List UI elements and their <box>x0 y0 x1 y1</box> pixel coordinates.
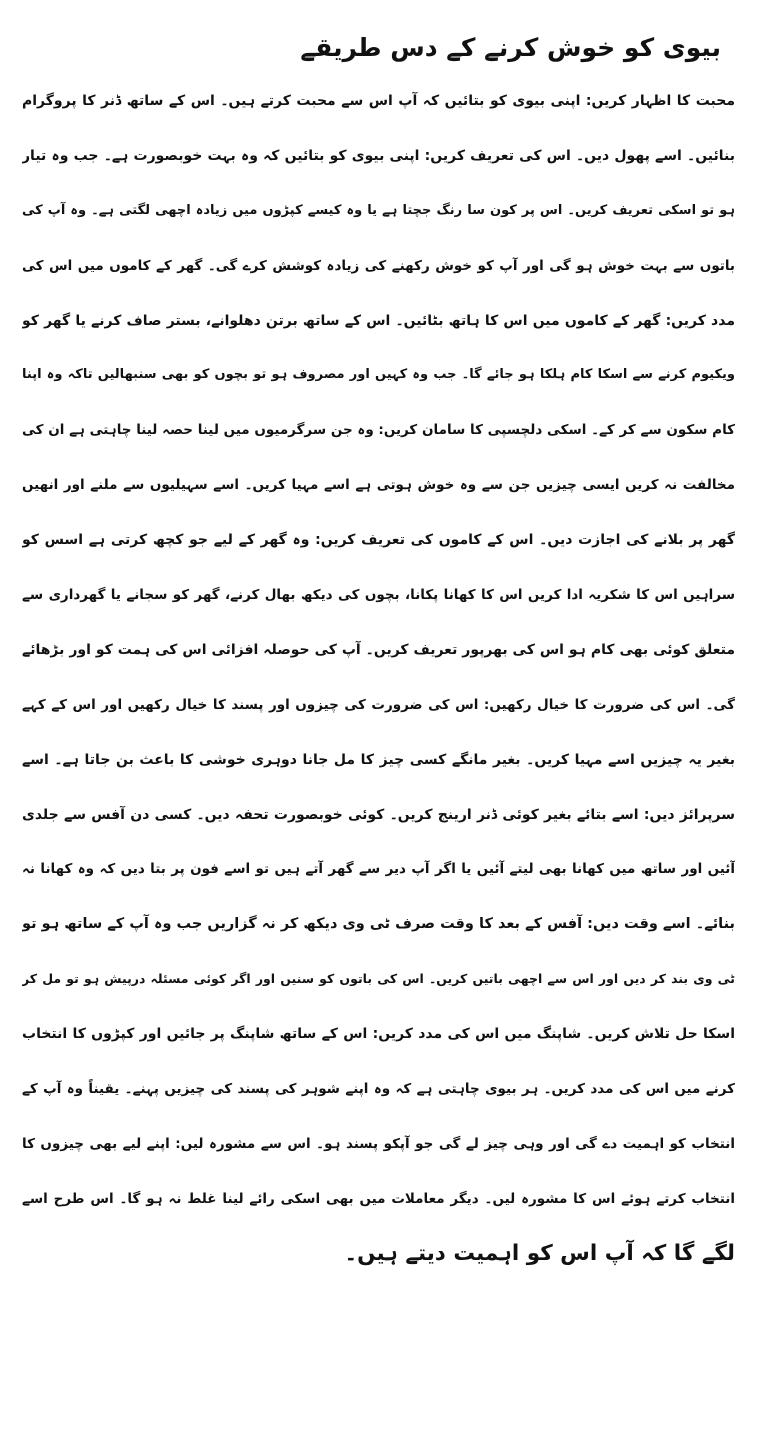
article-line: ٹی وی بند کر دیں اور اس سے اچھی باتیں کریں۔ اس کی باتوں کو سنیں اور اگر کوئی مسئلہ درپیش ہو تو مل کر <box>22 971 735 987</box>
article-line: گھر پر بلانے کی اجازت دیں۔ اس کے کاموں کی تعریف کریں: وہ گھر کے لیے جو کچھ کرتی ہے اسس کو <box>22 532 735 549</box>
article-line: محبت کا اظہار کریں: اپنی بیوی کو بتائیں کہ آپ اس سے محبت کرتے ہیں۔ اس کے ساتھ ڈنر کا پروگرام <box>22 93 735 109</box>
article-line: مدد کریں: گھر کے کاموں میں اس کا ہاتھ بٹائیں۔ اس کے ساتھ برتن دھلوانے، بستر صاف کرنے یا گھر کو <box>22 312 735 329</box>
article-line: آئیں اور ساتھ میں کھانا بھی لیتے آئیں یا اگر آپ دیر سے گھر آتے ہیں تو اسے فون پر بتا دیں کہ وہ کھانا نہ <box>22 861 735 878</box>
article-line: گی۔ اس کی ضرورت کا خیال رکھیں: اس کی ضرورت کی چیزوں اور پسند کا خیال رکھیں اور اس کے کہے <box>22 696 735 713</box>
article-line: انتخاب کرتے ہوئے اس کا مشورہ لیں۔ دیگر معاملات میں بھی اسکی رائے لینا غلط نہ ہو گا۔ اس طرح اسے <box>22 1190 735 1207</box>
article-body <box>22 74 735 1282</box>
article-line: انتخاب کو اہمیت دے گی اور وہی چیز لے گی جو آپکو پسند ہو۔ اس سے مشورہ لیں: اپنے لیے بھی چیزوں کا <box>22 1135 735 1152</box>
article-line: بغیر یہ چیزیں اسے مہیا کریں۔ بغیر مانگے کسی چیز کا مل جانا دوہری خوشی کا باعث بن جاتا ہے۔ اسے <box>22 751 735 768</box>
article-line: بنائے۔ اسے وقت دیں: آفس کے بعد کا وقت صرف ٹی وی دیکھ کر نہ گزاریں جب وہ آپ کے ساتھ ہو تو <box>22 916 735 933</box>
article-line: کرنے میں اس کی مدد کریں۔ ہر بیوی چاہتی ہے کہ وہ اپنے شوہر کی پسند کی چیزیں پہنے۔ یقیناً وہ آپ کے <box>22 1081 735 1098</box>
article-line: لگے گا کہ آپ اس کو اہمیت دیتے ہیں۔ <box>344 1240 735 1266</box>
article-title: بیوی کو خوش کرنے کے دس طریقے <box>300 33 721 62</box>
article-line: ہو تو اسکی تعریف کریں۔ اس پر کون سا رنگ جچتا ہے یا وہ کیسے کپڑوں میں زیادہ اچھی لگتی ہے۔ وہ آپ کی <box>22 202 735 218</box>
article-line: کام سکون سے کر کے۔ اسکی دلچسپی کا سامان کریں: وہ جن سرگرمیوں میں لینا حصہ لینا چاہتی ہے ان کی <box>22 422 735 439</box>
article-line: سرپرائز دیں: اسے بتائے بغیر کوئی ڈنر ارینج کریں۔ کوئی خوبصورت تحفہ دیں۔ کسی دن آفس سے جلدی <box>22 806 735 823</box>
article-line: بنائیں۔ اسے پھول دیں۔ اس کی تعریف کریں: اپنی بیوی کو بتائیں کہ وہ بہت خوبصورت ہے۔ جب وہ تیار <box>22 147 735 164</box>
article-line: ویکیوم کرنے سے اسکا کام ہلکا ہو جائے گا۔ جب وہ کہیں اور مصروف ہو تو بچوں کو بھی سنبھالیں تاکہ وہ اپنا <box>22 367 735 383</box>
article-line: سراہیں اس کا شکریہ ادا کریں اس کا کھانا پکانا، بچوں کی دیکھ بھال کرنے، گھر کو سجانے یا گھرداری سے <box>22 587 735 604</box>
article-line: اسکا حل تلاش کریں۔ شاپنگ میں اس کی مدد کریں: اس کے ساتھ شاپنگ پر جائیں اور کپڑوں کا انتخاب <box>22 1026 735 1043</box>
article-line: متعلق کوئی بھی کام ہو اس کی بھرپور تعریف کریں۔ آپ کی حوصلہ افزائی اس کی ہمت کو اور بڑھائے <box>22 641 735 658</box>
article-line: باتوں سے بہت خوش ہو گی اور آپ کو خوش رکھنے کی زیادہ کوشش کرے گی۔ گھر کے کاموں میں اس کی <box>22 257 735 274</box>
article-line: مخالفت نہ کریں ایسی چیزیں جن سے وہ خوش ہوتی ہے اسے مہیا کریں۔ اسے سہیلیوں سے ملنے اور انھیں <box>22 477 735 494</box>
